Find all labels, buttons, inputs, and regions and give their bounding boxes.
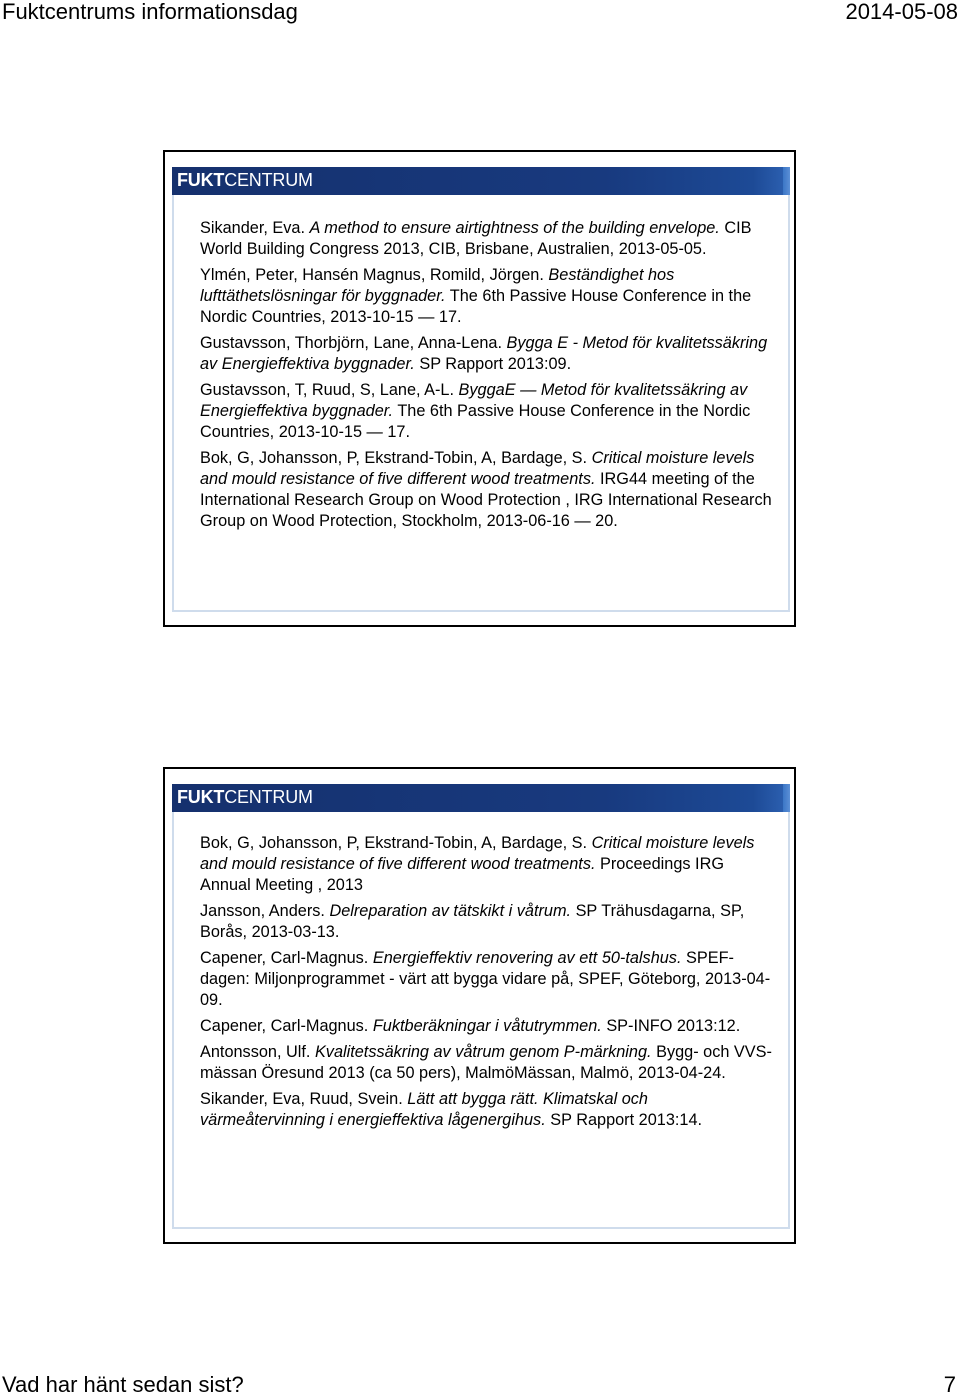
reference-item	[200, 948, 775, 1011]
reference-list	[200, 833, 775, 1136]
slide-title-bar	[172, 784, 790, 812]
ref-source: The 6th Passive House Conference in the Nordic Countries, 2013-10-15 — 17.	[200, 287, 752, 326]
reference-item	[200, 1016, 775, 1037]
ref-authors: Ylmén, Peter, Hansén Magnus, Romild, Jörgen.	[200, 266, 549, 284]
reference-item	[200, 901, 775, 943]
reference-item	[200, 1042, 775, 1084]
page-number: 7	[943, 1372, 956, 1397]
ref-authors: Jansson, Anders.	[200, 902, 330, 920]
ref-authors: Bok, G, Johansson, P, Ekstrand-Tobin, A, Bardage, S.	[200, 834, 592, 852]
ref-title: Critical moisture levels and mould resistance of five different wood treatments.	[200, 834, 755, 873]
reference-item	[200, 333, 775, 375]
title-bar-accent	[783, 167, 790, 195]
ref-source: SP-INFO 2013:12.	[601, 1017, 741, 1035]
ref-title: Beständighet hos lufttäthetslösningar för byggnader.	[200, 266, 675, 305]
ref-source: SP Rapport 2013:09.	[414, 355, 572, 373]
document-title: Fuktcentrums informationsdag	[2, 0, 298, 24]
ref-title: Fuktberäkningar i våtutrymmen.	[372, 1017, 602, 1035]
ref-title: Bygga E - Metod för kvalitetssäkring av Energieffektiva byggnader.	[200, 334, 768, 373]
logo-bold-text: FUKT	[177, 787, 225, 807]
ref-authors: Capener, Carl-Magnus.	[200, 949, 373, 967]
ref-authors: Bok, G, Johansson, P, Ekstrand-Tobin, A, Bardage, S.	[200, 449, 592, 467]
reference-list	[200, 218, 775, 537]
reference-item	[200, 1089, 775, 1131]
ref-source: SPEF-dagen: Miljonprogrammet - värt att bygga vidare på, SPEF, Göteborg, 2013-04-09.	[200, 949, 771, 1009]
logo-regular-text: CENTRUM	[224, 787, 313, 807]
reference-item	[200, 448, 775, 532]
ref-title: A method to ensure airtightness of the building envelope.	[309, 219, 720, 237]
page-footer	[0, 1370, 960, 1396]
reference-item	[200, 380, 775, 443]
ref-source: SP Rapport 2013:14.	[545, 1111, 703, 1129]
fuktcentrum-logo	[177, 787, 313, 808]
logo-regular-text: CENTRUM	[224, 170, 313, 190]
fuktcentrum-logo	[177, 170, 313, 191]
page-header	[0, 0, 960, 24]
ref-title: Delreparation av tätskikt i våtrum.	[329, 902, 572, 920]
ref-source: Proceedings IRG Annual Meeting , 2013	[200, 855, 724, 894]
ref-authors: Gustavsson, Thorbjörn, Lane, Anna-Lena.	[200, 334, 507, 352]
ref-source: Bygg- och VVS-mässan Öresund 2013 (ca 50 pers), MalmöMässan, Malmö, 2013-04-24.	[200, 1043, 772, 1082]
ref-source: CIB World Building Congress 2013, CIB, Brisbane, Australien, 2013-05-05.	[200, 219, 752, 258]
title-bar-accent	[783, 784, 790, 812]
reference-item	[200, 265, 775, 328]
ref-title: Kvalitetssäkring av våtrum genom P-märkning.	[314, 1043, 652, 1061]
reference-item	[200, 833, 775, 896]
footer-title: Vad har hänt sedan sist?	[2, 1372, 244, 1397]
ref-authors: Sikander, Eva.	[200, 219, 310, 237]
ref-title: Critical moisture levels and mould resistance of five different wood treatments.	[200, 449, 755, 488]
reference-item	[200, 218, 775, 260]
ref-authors: Gustavsson, T, Ruud, S, Lane, A-L.	[200, 381, 459, 399]
ref-source: The 6th Passive House Conference in the Nordic Countries, 2013-10-15 — 17.	[200, 402, 751, 441]
logo-bold-text: FUKT	[177, 170, 225, 190]
slide-1	[163, 150, 796, 627]
slide-2	[163, 767, 796, 1244]
ref-title: Energieffektiv renovering av ett 50-talshus.	[372, 949, 682, 967]
ref-source: IRG44 meeting of the International Research Group on Wood Protection , IRG International Research Group on Wood Protection, Stockholm, 2013-06-16 — 20.	[200, 470, 772, 530]
document-date: 2014-05-08	[845, 0, 958, 24]
ref-authors: Antonsson, Ulf.	[200, 1043, 315, 1061]
ref-authors: Sikander, Eva, Ruud, Svein.	[200, 1090, 408, 1108]
slide-title-bar	[172, 167, 790, 195]
ref-authors: Capener, Carl-Magnus.	[200, 1017, 373, 1035]
ref-source: SP Trähusdagarna, SP, Borås, 2013-03-13.	[200, 902, 745, 941]
ref-title: Lätt att bygga rätt. Klimatskal och värmeåtervinning i energieffektiva lågenergihus.	[200, 1090, 648, 1129]
ref-title: ByggaE — Metod för kvalitetssäkring av Energieffektiva byggnader.	[200, 381, 748, 420]
